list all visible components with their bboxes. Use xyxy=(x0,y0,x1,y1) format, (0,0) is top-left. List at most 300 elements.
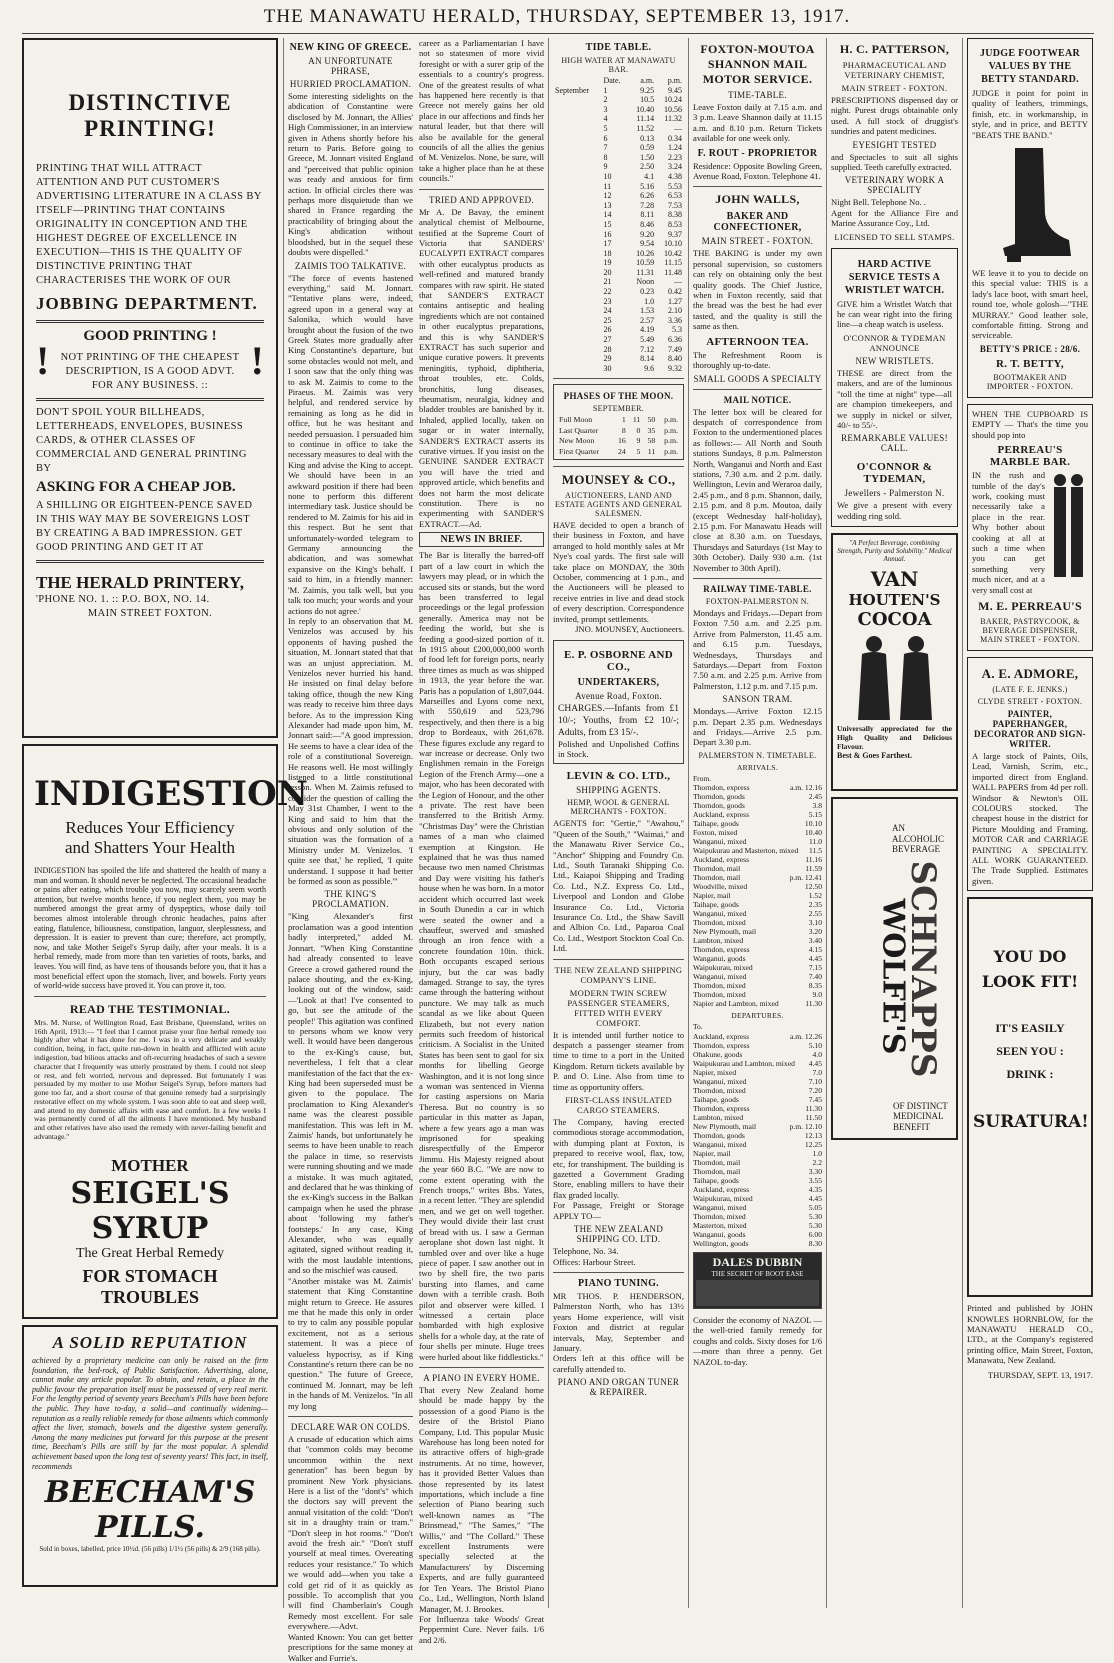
tide-date: 8 xyxy=(603,152,608,162)
tide-date: 3 xyxy=(603,104,608,114)
tide-am: 10.26 xyxy=(636,248,655,258)
tide-am: 2.50 xyxy=(640,162,655,172)
tide-am: 7.12 xyxy=(640,344,655,354)
houtens-label: HOUTEN'S xyxy=(848,591,941,610)
tide-am: 0.13 xyxy=(640,133,655,143)
tide-am: 8.11 xyxy=(640,210,655,220)
printed-by: Printed and published by JOHN KNOWLES HORNBLOW, for the MANAWATU HERALD CO., LTD., at the Company's registered printing office, Main Street, Foxton, Manawatu, New Zealand. xyxy=(967,1303,1093,1366)
tide-month xyxy=(553,143,601,153)
tide-row xyxy=(553,162,684,172)
train-name: Auckland, express xyxy=(693,1185,750,1195)
moon-cell: p.m. xyxy=(664,436,678,446)
train-time: 9.0 xyxy=(812,990,822,1000)
train-time: 3.55 xyxy=(808,1176,822,1186)
motor-title: FOXTON-MOUTOA SHANNON MAIL MOTOR SERVICE. xyxy=(700,42,815,86)
smallgoods-text: SMALL GOODS A SPECIALTY xyxy=(693,373,822,384)
train-time: 2.35 xyxy=(808,900,822,910)
king-headline: NEW KING OF GREECE. xyxy=(289,42,412,53)
train-time: 8.30 xyxy=(808,1239,822,1249)
column-3 xyxy=(553,38,684,1608)
wolfes-title: WOLFE'S xyxy=(875,898,911,1055)
alcoholic-label: AN ALCOHOLIC BEVERAGE xyxy=(892,823,944,854)
moon-row xyxy=(557,426,680,436)
tide-month xyxy=(553,230,601,240)
tide-am: 9.6 xyxy=(644,363,655,373)
moon-cell: 24 xyxy=(617,446,626,456)
tide-row xyxy=(553,153,684,163)
tide-row xyxy=(553,134,684,144)
sanson-body: Mondays.—Arrive Foxton 12.15 p.m. Depart 2.35 p.m. Wednesdays and Fridays.—Arrive 2.5 p.m. Depart 3.30 p.m. xyxy=(693,706,822,748)
train-name: Woodville, mixed xyxy=(693,882,748,892)
train-name: Ohakune, goods xyxy=(693,1050,743,1060)
arrival-row xyxy=(693,810,822,819)
train-time: 10.10 xyxy=(804,819,822,829)
mounsey-subtitle: AUCTIONEERS, LAND AND ESTATE AGENTS AND GENERAL SALESMEN. xyxy=(554,491,683,519)
tide-date: 19 xyxy=(603,258,612,268)
column-1 xyxy=(22,38,308,1608)
tide-date: 27 xyxy=(603,335,612,345)
jobbing-title: JOBBING DEPARTMENT. xyxy=(36,294,258,313)
jewellers-label: Jewellers - Palmerston N. xyxy=(844,488,945,499)
tide-date: 29 xyxy=(603,354,612,364)
moon-cell: Full Moon xyxy=(559,415,593,425)
henderson-body: MR THOS. P. HENDERSON, Palmerston North, who has 13½ years Home experience, will visit Foxton and district at regular intervals, May, September and January. xyxy=(553,1290,684,1353)
arrival-row xyxy=(693,972,822,981)
prescriptions-text: PRESCRIPTIONS dispensed day or night. Purest drugs obtainable only used. A full stock of druggist's sundries and patent medicines. xyxy=(831,95,958,137)
tide-row xyxy=(553,105,684,115)
printery-phone: 'PHONE NO. 1. :: P.O. BOX, NO. 14. xyxy=(36,594,210,605)
tide-row xyxy=(553,297,684,307)
tide-month xyxy=(553,239,601,249)
patterson-address: MAIN STREET - FOXTON. xyxy=(841,83,948,93)
tide-am: 1.0 xyxy=(644,296,655,306)
train-name: Waipukurau and Masterton, mixed xyxy=(693,846,799,856)
train-name: Thorndon, mail xyxy=(693,873,741,883)
timetable-label: TIME-TABLE. xyxy=(728,90,787,100)
tide-date: 7 xyxy=(603,143,608,153)
arrival-row xyxy=(693,792,822,801)
train-name: Wanganui, mixed xyxy=(693,972,747,982)
departure-row xyxy=(693,1167,822,1176)
column-rule xyxy=(826,38,827,1608)
moon-title: PHASES OF THE MOON. xyxy=(563,391,674,402)
arrival-row xyxy=(693,909,822,918)
zaimis-subhead: ZAIMIS TOO TALKATIVE. xyxy=(294,260,407,271)
moon-row xyxy=(557,415,680,425)
tide-row xyxy=(553,316,684,326)
printing-title: DISTINCTIVE PRINTING! xyxy=(68,90,232,141)
tide-pm: 10.56 xyxy=(664,104,682,114)
tide-pm: 10.24 xyxy=(664,95,682,105)
train-name: Napier, mail xyxy=(693,891,731,901)
arrival-row xyxy=(693,891,822,900)
divider xyxy=(693,389,822,390)
tide-month xyxy=(553,258,601,268)
van-houtens-ad xyxy=(831,533,958,791)
tide-am: 5.16 xyxy=(640,181,655,191)
tide-row xyxy=(553,287,684,297)
tide-pm: 9.32 xyxy=(668,363,682,373)
tide-date: 4 xyxy=(603,114,608,124)
king-body1: Some interesting sidelights on the abdication of Constantine were disclosed by M. Jonnart, the Allies' High Commissioner, in an interview given in Athens shortly before his return to Paris. Before going to Greece, M. Jonnart visited England and "perceived that public opinion was ready and anxious for firm action. In official circles there was perhaps more disquietude than we shared in France regarding the practicability of bringing about the King's abdication without bloodshed, but in the sequel these doubts were dispelled." xyxy=(288,91,413,258)
shilling-text: A SHILLING OR EIGHTEEN-PENCE SAVED IN THIS WAY MAY BE SOVEREIGNS LOST BY CREATING A BAD IMPRESSION. GET GOOD PRINTING AND GET IT AT xyxy=(36,500,253,553)
tide-row xyxy=(553,306,684,316)
train-name: Wanganui, goods xyxy=(693,954,746,964)
train-time: 3.10 xyxy=(808,918,822,928)
departure-row xyxy=(693,1113,822,1122)
tide-row xyxy=(553,220,684,230)
undertakers-title: UNDERTAKERS, xyxy=(577,676,660,688)
tide-date: 9 xyxy=(603,162,608,172)
good-printing-title: GOOD PRINTING ! xyxy=(83,328,217,344)
to-label: To. xyxy=(693,1022,703,1032)
betty-price: BETTY'S PRICE : 28/6. xyxy=(979,343,1081,354)
divider xyxy=(553,1272,684,1273)
testimonial-title: READ THE TESTIMONIAL. xyxy=(69,1001,231,1016)
look-fit-label: LOOK FIT! xyxy=(981,972,1079,992)
train-time: p.m. 12.10 xyxy=(789,1122,822,1132)
tide-am: 11.14 xyxy=(636,114,655,124)
stamps-text: LICENSED TO SELL STAMPS. xyxy=(834,231,955,242)
train-name: Lambton, mixed xyxy=(693,1113,744,1123)
perreau-title: M. E. PERREAU'S xyxy=(978,598,1082,613)
pharm-label: PHARMACEUTICAL AND VETERINARY CHEMIST, xyxy=(842,60,947,80)
tide-am: 10.40 xyxy=(636,104,655,114)
vh-universal: Universally appreciated for the High Quality and Delicious Flavour. xyxy=(837,724,952,752)
train-name: Foxton, mixed xyxy=(693,828,738,838)
train-time: 11.5 xyxy=(808,846,822,856)
column-6 xyxy=(967,38,1093,1608)
levin-shipping: SHIPPING AGENTS. xyxy=(576,785,661,796)
osborne-title: E. P. OSBORNE AND CO., xyxy=(564,648,673,673)
arrival-row xyxy=(693,828,822,837)
train-name: Thorndon, goods xyxy=(693,801,745,811)
tide-row xyxy=(553,258,684,268)
van-label: VAN xyxy=(870,567,919,592)
cocoa-label: COCOA xyxy=(857,609,932,631)
dont-spoil-text: DON'T SPOIL YOUR BILLHEADS, LETTERHEADS, ENVELOPES, BUSINESS CARDS, & OTHER CLASSES OF COMMERCIAL AND GENERAL PRINTING BY xyxy=(36,407,247,474)
departure-row xyxy=(693,1212,822,1221)
tide-date: 20 xyxy=(603,267,612,277)
tide-pm: 8.53 xyxy=(668,219,682,229)
good-printing-body: NOT PRINTING OF THE CHEAPEST DESCRIPTION, IS A GOOD ADVT. FOR ANY BUSINESS. :: xyxy=(60,352,240,391)
train-time: 4.0 xyxy=(812,1050,822,1060)
tide-row xyxy=(553,172,684,182)
tide-month xyxy=(553,95,601,105)
spectacles-text: and Spectacles to suit all sights supplied. Teeth carefully extracted. xyxy=(831,151,958,173)
train-time: 11.16 xyxy=(805,855,822,865)
tide-month xyxy=(553,182,601,192)
tide-header-month xyxy=(553,76,601,86)
piano-headline: A PIANO IN EVERY HOME. xyxy=(423,1372,540,1383)
tide-am: 1.53 xyxy=(640,306,655,316)
moon-month: SEPTEMBER. xyxy=(592,404,645,414)
vet-label: VETERINARY WORK A SPECIALITY xyxy=(844,175,945,196)
tide-month xyxy=(553,153,601,163)
tide-pm: 3.36 xyxy=(668,315,682,325)
nz-body: It is intended until further notice to despatch a passenger steamer from time to time to a port in the United Kingdom. Return tickets available by P. and O. Line. Also from time to time as opportunity offers. xyxy=(553,1029,684,1092)
boot-icon xyxy=(985,144,1075,264)
arrival-row xyxy=(693,783,822,792)
train-time: 1.52 xyxy=(808,891,822,901)
easily-label: IT'S EASILY xyxy=(995,1021,1065,1036)
tide-row xyxy=(553,201,684,211)
moon-cell: First Quarter xyxy=(559,446,600,456)
schnapps-title: SCHNAPPS xyxy=(903,860,943,1078)
moon-cell: p.m. xyxy=(664,425,678,435)
moon-cell: 9 xyxy=(636,436,641,446)
train-time: 12.13 xyxy=(804,1131,822,1141)
divider xyxy=(553,378,684,379)
tide-row xyxy=(553,325,684,335)
leave-text: WE leave it to you to decide on this special value: THIS is a lady's lace boot, with smart heel, round toe, whole golosh—"THE MURRAY." Good leather sole, comfortable fitting. Strong and serviceable. xyxy=(972,268,1088,341)
departure-row xyxy=(693,1068,822,1077)
news-headline: NEWS IN BRIEF. xyxy=(440,534,523,546)
train-time: 3.30 xyxy=(808,1167,822,1177)
train-time: 4.15 xyxy=(808,945,822,955)
tide-date: 18 xyxy=(603,248,612,258)
departure-row xyxy=(693,1221,822,1230)
hard-title: HARD ACTIVE SERVICE TESTS A WRISTLET WATCH. xyxy=(844,258,945,296)
divider xyxy=(419,189,544,190)
tide-row xyxy=(553,210,684,220)
tide-am: 4.19 xyxy=(640,325,655,335)
patterson-title: H. C. PATTERSON, xyxy=(839,42,950,56)
tried-body: Mr A. De Bavay, the eminent analytical chemist of Melbourne, testified at the Supreme Court of Victoria that SANDERS' EUCALYPTI EXTRACT compares with other eucalyptus products as well-refined and matured brandy compares with raw spirit. He stated that SANDER'S EXTRACT contains antiseptic and healing ingredients which are not contained in other eucalyptus preparations, and this is why SANDER'S EXTRACT has such superior and unique curative powers. It prevents meningitis, typhoid, diphtheria, throat troubles, etc. Colds, bronchitis, lung diseases, rheumatism, neuralgia, kidney and bladder troubles are banished by it. Inhaled, applied locally, taken on sugar or in water internally, SANDER'S EXTRACT asserts its curative virtues. If you insist on the GENUINE SANDER EXTRACT you will have the tried and approved article, which benefits and does not harm the most delicate constitution. There is no experimenting with SANDER'S EXTRACT.—Ad. xyxy=(419,206,544,529)
perreau-ad xyxy=(967,404,1093,651)
tide-row xyxy=(553,268,684,278)
walls-address: MAIN STREET - FOXTON. xyxy=(701,236,814,247)
dales-subtitle: THE SECRET OF BOOT EASE xyxy=(711,1270,804,1279)
tide-pm: 11.32 xyxy=(664,114,682,124)
tide-pm: 10.10 xyxy=(664,239,682,249)
train-time: 11.30 xyxy=(805,1104,822,1114)
train-time: 11.30 xyxy=(805,999,822,1009)
tide-row xyxy=(553,191,684,201)
moon-cell: 35 xyxy=(647,425,656,435)
train-name: New Plymouth, mail xyxy=(693,1122,757,1132)
oconnor-announce: O'CONNOR & TYDEMAN ANNOUNCE xyxy=(843,332,946,353)
tide-month xyxy=(553,364,601,374)
tide-pm: 6.53 xyxy=(668,191,682,201)
train-name: Wanganui, mixed xyxy=(693,837,747,847)
arrival-row xyxy=(693,873,822,882)
news-body: The Bar is literally the barred-off part of a law court in which the lawyers may plead, or in which the accused sits or stands, but the word has been transferred to legal proceedings or the legal profession generally. America may not be feeding the world, but she is feeding a good-sized portion of it. In 1915 about £200,000,000 worth of food left for foreign ports, nearly three times as much as was shipped in 1913, the year before the war. Paris has a population of 1,807,044. Marseilles and Lyons come next, with 550,619 and 523,796 respectively, and then there is a big drop to Bordeaux, with 261,678. These figures exclude any regard to war increase or decrease. Only two Englishmen remain in the Foreign Legion of the French Army—one a major, who has been decorated with the Legion of Honour, and the other a private. The rest have been transferred to the British Army. "Christmas Day" were the Christian names of a man who claimed exemption at Kingston. He explained that he was thus named because two men named Christmas and Day were visiting his father's house when he was born. In a motor accident which occurred last week in South Dunedin a car in which were seated the owner and a chauffeur, swerved and smashed through an iron fence with a concrete foundation 10in. thick. Both occupants escaped serious injury, but the car was badly damaged. Strange to say, the tyres came through the battering without puncture. We may talk as much scandal as we like about Queen Elizabeth, but not every nation permits such freedom of historical criticism. A Socialist in the United States has been sent to gaol for six months for libelling George Washington, and it is not long since a woman was sentenced in Vienna for casting aspersions on Maria Theresa. But no country is so particular in this matter as Japan, where a few years ago a man was imprisoned for speaking disrespectfully of the Emperor Jimmu. His Majesty reigned about the year 660 B.C. "We are now to come extent operating with the French troops," writes Bbs. Yates, in a recent letter. "They are splendid men, and we get on well together. They would divide their last crust of bread with us. I saw a German aeroplane shot down last night. It tumbled over and over like a huge piece of paper. I saw another out in two by shell fire, the two parts bursting into flames, and came down with a terrible crash. Both pilot and observer were killed. I witnessed a certain place bombarded with high explosive shells for a whole day, at the rate of four shells per minute. Huge trees were hurled about like fiddlesticks." xyxy=(419,550,544,1362)
moon-row xyxy=(557,436,680,446)
train-name: Thorndon, express xyxy=(693,1104,750,1114)
betty-title: R. T. BETTY, xyxy=(996,357,1064,370)
mail-body: The letter box will be cleared for despatch of correspondence from Foxton to the undermentioned places as follows:— All North and South stations Sundays, 8 p.m. Palmerston North, Wanganui and North and East stations, 7.30 a.m. and 2 p.m. daily. Wellington, Levin and Weraroa daily, 2.45 p.m., and 8 p.m. Shannon, daily, 2.15 p.m. and 8 p.m. Moutoa, daily (except Wednesday half-holiday), 2.15 p.m. For Manawatu Heads will close at 8.30 a.m. on Tuesdays, Thursdays and Saturdays (1st May to 30th October). Daily 930 a.m. (1st November to 30th April). xyxy=(693,406,822,573)
tide-date: 21 xyxy=(603,277,612,287)
moon-cell: 58 xyxy=(647,436,656,446)
judge-body: JUDGE it point for point in quality of leathers, trimmings, finish, etc. in workmanship, in style, and in price, and BETTY "BEATS THE BAND." xyxy=(972,88,1088,140)
colds-body: A crusade of education which aims that "common colds may become uncommon within the next generation" has been begun by prominent New York physicians. Here is a list of the "dont's" which the doctors say will prevent the annual visitation of the cold: "Don't sit in a draughty train or tram." "Don't sleep in hot rooms." "Don't avoid the fresh air." "Don't stuff yourself at meal times. Overeating reduces your resistance." To which we would add—when you take a cold get rid of it as quickly as possible. To accomplish that you will find Chamberlain's Cough Remedy most excellent. For sale everywhere.—Advt. xyxy=(288,1433,413,1632)
tide-table xyxy=(553,76,684,373)
train-name: Taihape, goods xyxy=(693,900,739,910)
train-time: a.m. 12.16 xyxy=(789,783,822,793)
printery-street: MAIN STREET FOXTON. xyxy=(87,608,213,619)
tide-am: 10.5 xyxy=(640,95,655,105)
article-right xyxy=(419,38,544,1663)
arrivals-label: ARRIVALS. xyxy=(736,762,779,772)
tide-pm: 4.38 xyxy=(668,171,682,181)
train-name: Thorndon, mixed xyxy=(693,1212,746,1222)
departure-row xyxy=(693,1086,822,1095)
tide-pm: 7.49 xyxy=(668,344,682,354)
moon-cell: 8 xyxy=(621,425,626,435)
tide-month xyxy=(553,201,601,211)
divider xyxy=(36,560,264,563)
moon-cell: 0 xyxy=(636,425,641,435)
train-name: Masterton, mixed xyxy=(693,1221,747,1231)
tide-date: 17 xyxy=(603,239,612,249)
rout-address: Residence: Opposite Bowling Green, Avenue Road, Foxton. Telephone 41. xyxy=(693,160,822,182)
nz-company: THE NEW ZEALAND SHIPPING CO. LTD. xyxy=(573,1224,664,1245)
train-time: 5.30 xyxy=(808,1212,822,1222)
nz-offices: Offices: Harbour Street. xyxy=(553,1256,636,1267)
suratura-title: SURATURA! xyxy=(973,1112,1089,1133)
arrival-row xyxy=(693,990,822,999)
train-time: 7.20 xyxy=(808,1086,822,1096)
train-time: 7.10 xyxy=(808,1077,822,1087)
departure-row xyxy=(693,1059,822,1068)
tide-pm: 8.40 xyxy=(668,354,682,364)
arrival-row xyxy=(693,927,822,936)
distinct-label: OF DISTINCT MEDICINAL BENEFIT xyxy=(893,1100,948,1132)
rout-title: F. ROUT - PROPRIETOR xyxy=(697,147,818,159)
tide-am: 8.46 xyxy=(640,219,655,229)
tide-am: 8.14 xyxy=(640,354,655,364)
indigestion-subtitle: Reduces Your Efficiency and Shatters Your Health xyxy=(65,818,235,857)
mounsey-title: MOUNSEY & CO., xyxy=(561,472,676,488)
train-name: Thorndon, mixed xyxy=(693,1086,746,1096)
moon-cell: 50 xyxy=(647,415,656,425)
sold-text: Sold in boxes, labelled, price 10½d. (56 pills) 1/1½ (56 pills) & 2/9 (168 pills). xyxy=(39,1545,261,1554)
levin-hemp: HEMP, WOOL & GENERAL MERCHANTS - FOXTON. xyxy=(567,798,670,817)
train-name: Thorndon, express xyxy=(693,783,750,793)
solid-title: A SOLID REPUTATION xyxy=(52,1333,248,1352)
organ-title: PIANO AND ORGAN TUNER & REPAIRER. xyxy=(557,1377,680,1398)
solid-body: achieved by a proprietary medicine can only be raised on the firm foundation, the bed-rock, of Public Satisfaction. Advertising, alone, cannot make any article popular. To obtain, and retain, a place in the public favour the preparation itself must be possessed of very real merit. For the lengthy period of seventy years Beecham's Pills have been before the public. They have to-day, a solid—and continually widening—reputation as a really reliable remedy for those ailments which commonly affect the liver, stomach, bowels and the digestive system generally. Among the many medicines put forward for this purpose at the present time, Beecham's Pills are still by far the most popular. A splendid achievement based upon the long test of seventy years! This fact, in itself, recommends xyxy=(32,1356,268,1471)
tide-am: Noon xyxy=(636,277,655,287)
train-time: 3.8 xyxy=(812,801,822,811)
tide-pm: 5.53 xyxy=(668,181,682,191)
train-name: Taihape, goods xyxy=(693,1176,739,1186)
tide-date: 26 xyxy=(603,325,612,335)
indigestion-body: INDIGESTION has spoiled the life and shattered the health of many a man and woman. It should never be neglected. The occasional headache or pains after eating, which trouble you now, may scarcely seem worth attention, but twelve months hence, if you neglect them, you may be numbered amongst the great army of dyspeptics, whose daily toil becomes almost intolerable through chronic headaches, pains after eating, flatulence, biliousness, constipation, languor, sleeplessness, and depression. It is easier to prevent than cure; therefore, act promptly, now, and take Mother Seigel's Syrup daily, after your meals. It is a herbal remedy, made from more than ten varieties of roots, barks, and leaves. You will find, as have tens of thousands before you, that it has a most beneficial effect upon the stomach, liver, and bowels. Forty years of world-wide success have proved it. You can prove it, too. xyxy=(34,866,266,991)
tide-month xyxy=(553,162,601,172)
mounsey-body: HAVE decided to open a branch of their business in Foxton, and have arranged to hold monthly sales at Mr Nye's coal yards. The first sale will take place on MONDAY, the 30th October, commencing at 1 p.m., and the Auctioneers will be pleased to receive entries in live and dead stock of every description. Correspondence invited, prompt settlements. xyxy=(553,520,684,624)
seigels-title: SEIGEL'S SYRUP xyxy=(70,1175,230,1246)
tide-pm: 0.34 xyxy=(668,133,682,143)
printery-title: THE HERALD PRINTERY, xyxy=(36,573,245,592)
tide-pm: 3.24 xyxy=(668,162,682,172)
column-rule xyxy=(283,38,284,1608)
arrival-row xyxy=(693,999,822,1008)
divider xyxy=(34,996,266,997)
tide-month xyxy=(553,316,601,326)
you-do-label: YOU DO xyxy=(993,947,1067,967)
tide-month xyxy=(553,354,601,364)
train-time: 2.2 xyxy=(812,1158,822,1168)
fp-label: FOXTON-PALMERSTON N. xyxy=(705,597,810,606)
walls-body: THE BAKING is under my own personal supervision, so customers can rely on obtaining only the best quality goods. The Chief Justice, when in Foxton recently, said that the bread was the best he had ever tasted, and the quality is still the same as then. xyxy=(693,248,822,332)
train-name: New Plymouth, mail xyxy=(693,927,757,937)
departure-row xyxy=(693,1149,822,1158)
train-name: Taihape, goods xyxy=(693,819,739,829)
sanson-title: SANSON TRAM. xyxy=(722,694,793,705)
arrival-row xyxy=(693,864,822,873)
painter-label: PAINTER, PAPERHANGER, DECORATOR AND SIGN-WRITER. xyxy=(974,708,1086,749)
divider xyxy=(553,959,684,960)
tide-am: 0.23 xyxy=(640,287,655,297)
tide-month xyxy=(553,114,601,124)
arrival-row xyxy=(693,963,822,972)
imprint-date: THURSDAY, SEPT. 13, 1917. xyxy=(987,1369,1093,1380)
train-time: 7.40 xyxy=(808,972,822,982)
train-name: Thorndon, mail xyxy=(693,864,741,874)
tide-date: 11 xyxy=(603,181,612,191)
tide-pm: 11.15 xyxy=(664,258,682,268)
wanted-text: Wanted Known: You can get better prescriptions for the same money at Walker and Furrie's. xyxy=(288,1631,413,1663)
tide-header-am: a.m. xyxy=(640,76,655,85)
eyesight-label: EYESIGHT TESTED xyxy=(852,139,937,150)
exclamation-icon: ! xyxy=(250,338,264,383)
arrival-row xyxy=(693,900,822,909)
arrival-row xyxy=(693,918,822,927)
osborne-charges: CHARGES.—Infants from £1 10/-; Youths, from £2 10/-; Adults, from £3 15/-. xyxy=(558,703,679,738)
tide-pm: 6.36 xyxy=(668,335,682,345)
train-time: a.m. 12.26 xyxy=(789,1032,822,1042)
tide-month xyxy=(553,249,601,259)
testimonial-body: Mrs. M. Nurse, of Wellington Road, East Brisbane, Queensland, writes on 16th April, 1913:— "I feel that I cannot praise your fine herbal remedy too highly after what it has done for me. I was in a very delicate and weakly condition, being, in fact, quite run-down in health and afflicted with acute indigestion, bad bilious attacks and oft-recurring headaches of such a severe character that I frequently was utterly prostrated by them. I could not sleep or rest, and felt worried, nervous and depressed. But fortunately I was persuaded by my mother to use Mother Seigel's Syrup, before matters had gone too far, and a short course of that genuine remedy had a surprisingly restorative effect on my whole system. I was soon able to eat and sleep well, and attend to my domestic affairs with ease and comfort. In a few weeks I was permanently cured of all the ailments I have mentioned. My husband and other relatives have also used the remedy with never-failing benefit and advantage." xyxy=(34,1017,266,1142)
departure-row xyxy=(693,1032,822,1041)
train-time: p.m. 12.41 xyxy=(789,873,822,883)
train-time: 12.25 xyxy=(804,1140,822,1150)
afternoon-title: AFTERNOON TEA. xyxy=(706,335,809,348)
divider xyxy=(693,186,822,187)
refresh-text: The Refreshment Room is thoroughly up-to-date. xyxy=(693,349,822,371)
tide-date: 14 xyxy=(603,210,612,220)
perreau-body: IN the rush and tumble of the day's work, cooking must necessarily take a place in the rear. Why bother about cooking at all at such a time when you can get something very much nicer, and at a very small cost at xyxy=(972,470,1045,595)
tide-date: 1 xyxy=(603,85,608,95)
masthead-rule xyxy=(22,33,1094,34)
printing-body: PRINTING THAT WILL ATTRACT ATTENTION AND PUT CUSTOMER'S ADVERTISING LITERATURE IN A CLASS BY ITSELF—PRINTING THAT CONTAINS ORIGINALITY IN CONCEPTION AND THE HIGHEST DEGREE OF EXCELLENCE IN EXECUTION—THIS IS THE QUALITY OF DISTINCTIVE PRINTING THAT CHARACTERISES THE WORK OF OUR xyxy=(36,163,262,286)
tide-row xyxy=(553,114,684,124)
tide-month xyxy=(553,335,601,345)
tide-date: 16 xyxy=(603,229,612,239)
ladies-illustration-icon xyxy=(840,632,950,722)
tide-row xyxy=(553,239,684,249)
tide-month: September xyxy=(555,85,590,95)
train-time: 11.50 xyxy=(805,1113,822,1123)
departure-row xyxy=(693,1185,822,1194)
tide-am: 6.26 xyxy=(640,191,655,201)
exclamation-icon: ! xyxy=(36,338,50,383)
train-name: Auckland, express xyxy=(693,810,750,820)
railway-body: Mondays and Fridays.—Depart from Foxton 7.50 a.m. and 2.25 p.m. Arrive from Palmerston, 11.45 a.m. and 6.15 p.m. Tuesdays, Wednesdays, Thursdays and Saturdays.—Depart from Foxton 7.50 a.m. and 2.25 p.m. Arrive from Palmerston, 1.12 p.m. and 7.15 p.m. xyxy=(693,608,822,691)
cargo-body: The Company, having erected commodious storage accommodation, with dumping plant at Foxton, is prepared to receive wool, flax, tow, etc, for transhipment. The building is gazetted a Government Grading Store, enabling millers to have their flax graded locally. xyxy=(553,1117,684,1200)
perreau-bar-title: PERREAU'S MARBLE BAR. xyxy=(989,444,1071,469)
arrival-row xyxy=(693,954,822,963)
admore-body: A large stock of Paints, Oils, Lead, Varnish, Scrim, etc., imported direct from England. WALL PAPERS from 4d per roll. Windsor & Newton's OIL COLOURS stocked. The cheapest house in the district for Picture Moulding and Framing. MOTOR CAR and CARRIAGE PAINTING A SPECIALITY. ALL WORK GUARANTEED. The Trade Supplied. Estimates given. xyxy=(972,750,1088,886)
from-label: From. xyxy=(693,773,712,783)
betty-ad xyxy=(967,38,1093,398)
train-time: 8.35 xyxy=(808,981,822,991)
osborne-coffins: Polished and Unpolished Coffins in Stock. xyxy=(558,738,679,759)
tide-date: 30 xyxy=(603,363,612,373)
nazol-text: Consider the economy of NAZOL —the well-tried family remedy for coughs and colds. Sixty doses for 1/6—more than three a penny. Get NAZOL to-day. xyxy=(693,1315,822,1367)
